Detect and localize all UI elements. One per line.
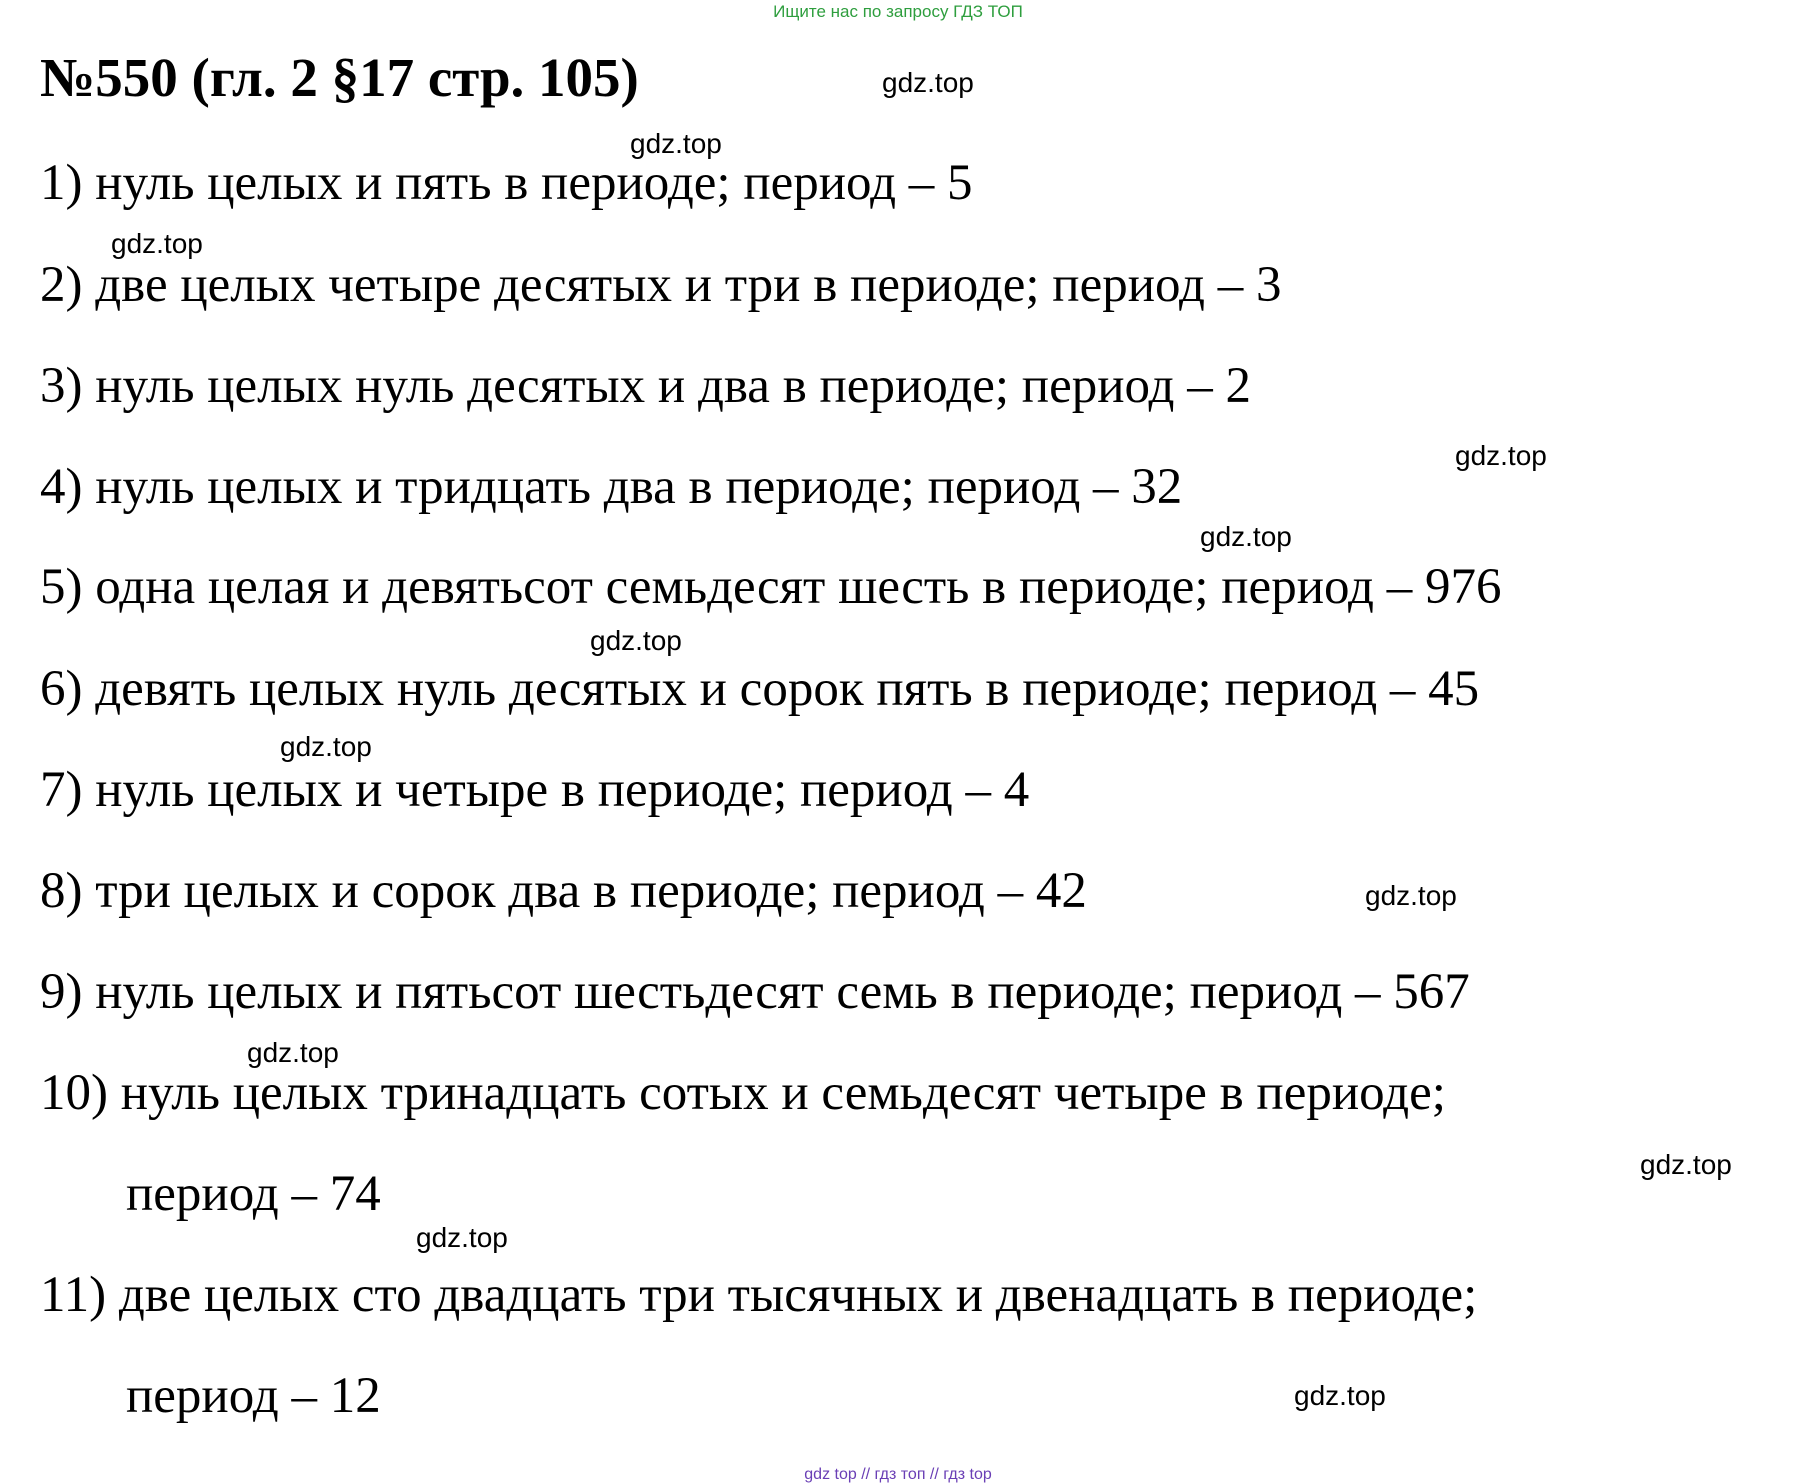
answer-line-7: 7) нуль целых и четыре в периоде; период – 4 <box>40 762 1030 818</box>
watermark: gdz.top <box>247 1037 339 1068</box>
answer-line-5: 5) одна целая и девятьсот семьдесят шесть в периоде; период – 976 <box>40 559 1502 615</box>
answer-line-10-continued: период – 74 <box>126 1166 381 1222</box>
watermark: gdz.top <box>1365 880 1457 911</box>
answer-line-10: 10) нуль целых тринадцать сотых и семьдесят четыре в периоде; <box>40 1065 1446 1121</box>
answer-line-3: 3) нуль целых нуль десятых и два в периоде; период – 2 <box>40 358 1251 414</box>
answer-line-11: 11) две целых сто двадцать три тысячных и двенадцать в периоде; <box>40 1267 1478 1323</box>
watermark: gdz.top <box>1294 1380 1386 1411</box>
watermark: gdz.top <box>111 228 203 259</box>
footer-watermark: gdz top // гдз топ // гдз top <box>804 1466 992 1483</box>
answer-line-1: 1) нуль целых и пять в периоде; период – 5 <box>40 155 973 211</box>
watermark: gdz.top <box>1640 1149 1732 1180</box>
answer-line-11-continued: период – 12 <box>126 1368 381 1424</box>
watermark: gdz.top <box>590 625 682 656</box>
watermark: gdz.top <box>416 1222 508 1253</box>
answer-line-4: 4) нуль целых и тридцать два в периоде; период – 32 <box>40 459 1183 515</box>
watermark: gdz.top <box>630 128 722 159</box>
watermark: gdz.top <box>882 67 974 98</box>
problem-title: №550 (гл. 2 §17 стр. 105) <box>40 47 639 108</box>
answer-line-6: 6) девять целых нуль десятых и сорок пять в периоде; период – 45 <box>40 661 1480 717</box>
answer-line-2: 2) две целых четыре десятых и три в периоде; период – 3 <box>40 257 1282 313</box>
answer-line-8: 8) три целых и сорок два в периоде; период – 42 <box>40 863 1087 919</box>
watermark: gdz.top <box>280 731 372 762</box>
watermark: gdz.top <box>1455 440 1547 471</box>
watermark: gdz.top <box>1200 521 1292 552</box>
answer-line-9: 9) нуль целых и пятьсот шестьдесят семь в периоде; период – 567 <box>40 964 1470 1020</box>
top-banner: Ищите нас по запросу ГДЗ ТОП <box>773 2 1023 21</box>
